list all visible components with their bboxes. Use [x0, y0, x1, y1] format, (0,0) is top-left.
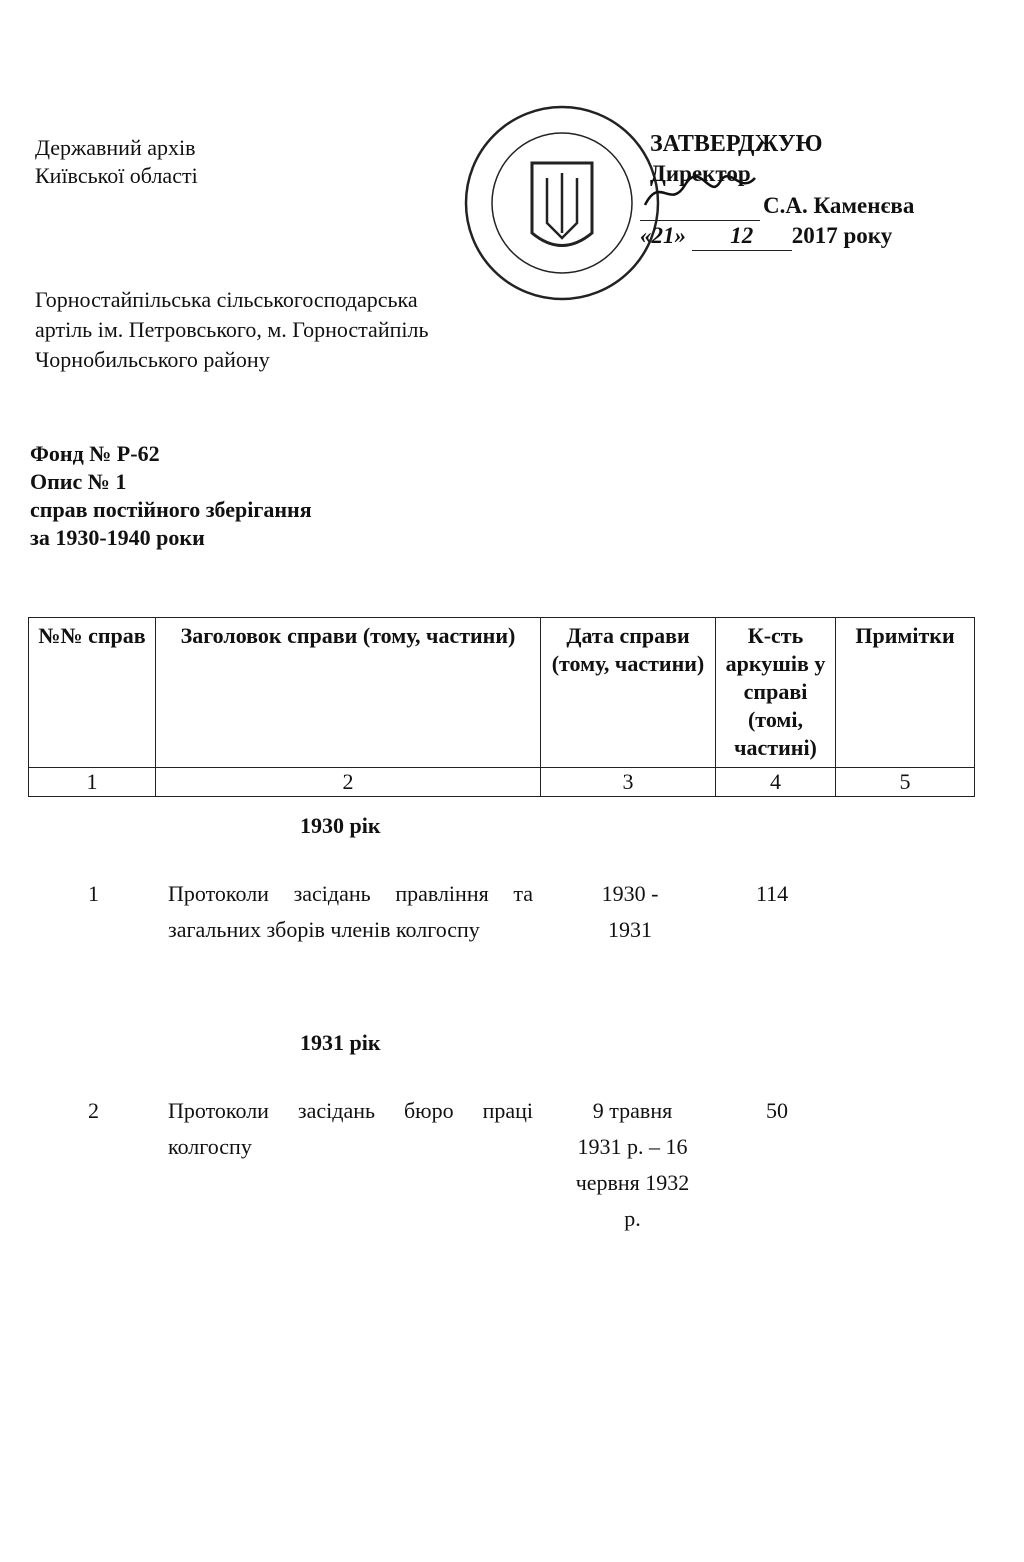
director-name: С.А. Каменєва	[763, 193, 915, 218]
org-line: артіль ім. Петровського, м. Горностайпіль	[35, 317, 429, 342]
fond-info	[30, 440, 312, 552]
col-header-sheets: К-сть аркушів у справі (томі, частині)	[716, 618, 836, 768]
case-title: Протоколи засідань бюро праці колгоспу	[168, 1098, 533, 1159]
year-heading: 1931 рік	[300, 1030, 381, 1055]
inventory-table-header	[28, 617, 975, 797]
col-header-notes: Примітки	[836, 618, 975, 768]
case-date: 9 травня 1931 р. – 16 червня 1932 р.	[575, 1098, 690, 1231]
col-number: 1	[29, 768, 156, 797]
fond-number: Фонд № Р-62	[30, 441, 160, 466]
case-sheets: 50	[766, 1098, 788, 1123]
case-title: Протоколи засідань правління та загальних зборів членів колгоспу	[168, 881, 533, 942]
case-number: 2	[88, 1098, 99, 1123]
approval-title: ЗАТВЕРДЖУЮ	[650, 131, 823, 157]
col-header-title: Заголовок справи (тому, частини)	[156, 618, 541, 768]
organization-name	[35, 285, 429, 375]
archive-line: Державний архів	[35, 135, 196, 160]
col-header-date: Дата справи (тому, частини)	[541, 618, 716, 768]
date-day: «21»	[640, 223, 686, 248]
col-number: 5	[836, 768, 975, 797]
col-number: 2	[156, 768, 541, 797]
approval-position: Директор	[650, 161, 751, 186]
inventory-type: справ постійного зберігання	[30, 497, 312, 522]
signature	[640, 170, 760, 221]
col-number: 3	[541, 768, 716, 797]
case-date: 1930 - 1931	[601, 881, 659, 942]
date-month: 12	[692, 222, 792, 251]
archive-line: Київської області	[35, 163, 198, 188]
inventory-period: за 1930-1940 роки	[30, 525, 205, 550]
approval-date	[640, 222, 892, 251]
case-number: 1	[88, 881, 99, 906]
date-year: 2017 року	[791, 223, 893, 248]
archive-name	[35, 134, 198, 190]
case-sheets: 114	[756, 881, 789, 906]
col-header-number: №№ справ	[29, 618, 156, 768]
org-line: Горностайпільська сільськогосподарська	[35, 287, 418, 312]
year-heading: 1930 рік	[300, 813, 381, 838]
inventory-number: Опис № 1	[30, 469, 127, 494]
col-number: 4	[716, 768, 836, 797]
official-stamp	[462, 93, 662, 313]
org-line: Чорнобильського району	[35, 347, 270, 372]
signature-icon	[640, 170, 760, 215]
